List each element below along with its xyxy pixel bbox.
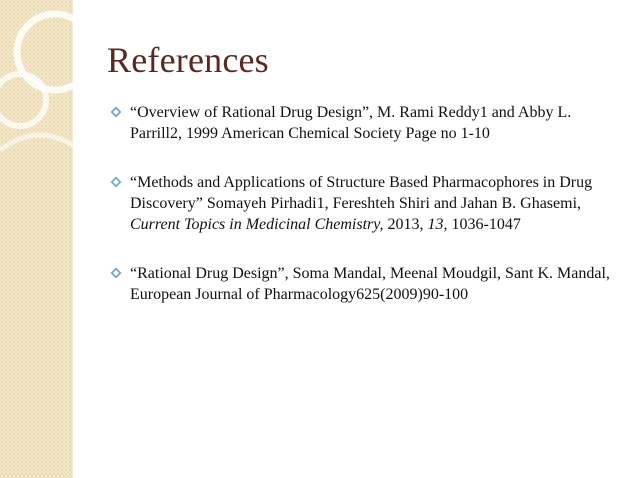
reference-text: “Methods and Applications of Structure Based Pharmacophores in Drug Discovery” Somayeh Pirhadi1, Fereshteh Shiri and Jahan B. Ghasemi,: [130, 174, 593, 212]
reference-item-3: [110, 263, 610, 305]
reference-item-2: [110, 172, 610, 235]
reference-journal: Current Topics in Medicinal Chemistry,: [130, 216, 384, 233]
reference-year: 2013: [383, 216, 420, 233]
diamond-bullet-icon: [110, 267, 122, 279]
reference-list: [110, 102, 610, 305]
slide-title: References: [107, 40, 269, 80]
reference-volume: , 13,: [419, 216, 448, 233]
reference-text: “Overview of Rational Drug Design”, M. Rami Reddy1 and Abby L. Parrill2, 1999 American Chemical Society Page no 1-10: [130, 104, 572, 142]
diamond-bullet-icon: [110, 176, 122, 188]
reference-item-1: [110, 102, 610, 144]
reference-text: “Rational Drug Design”, Soma Mandal, Meenal Moudgil, Sant K. Mandal, European Journal of Pharmacology625(2009)90-100: [130, 265, 610, 303]
decorative-swirl-graphic: [0, 0, 110, 200]
diamond-bullet-icon: [110, 106, 122, 118]
reference-pages: 1036-1047: [447, 216, 521, 233]
